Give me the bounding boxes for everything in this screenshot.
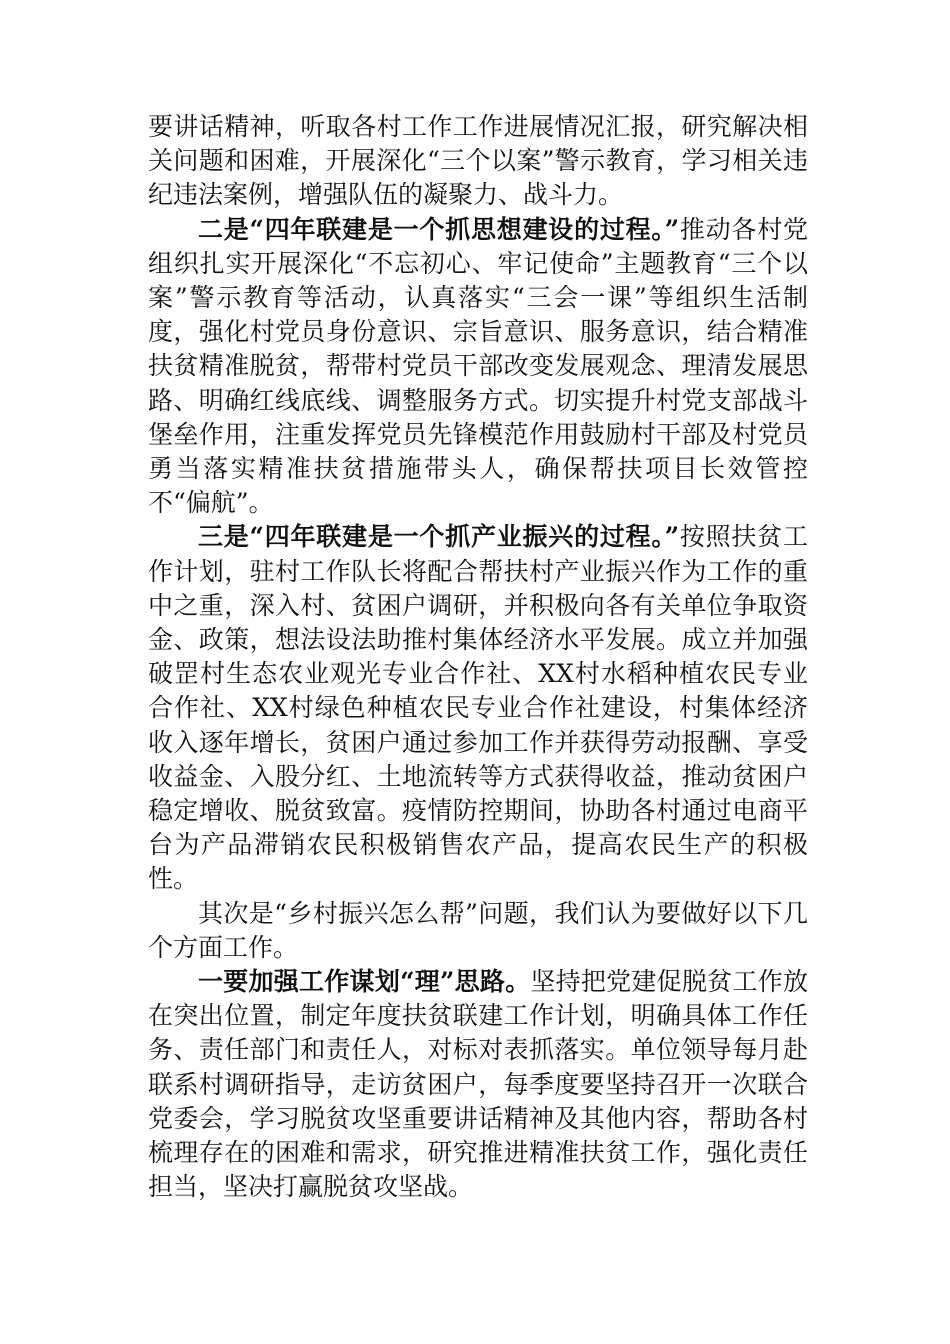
paragraph-how-to-help — [148, 897, 808, 965]
document-page — [148, 110, 808, 1205]
paragraph-body: 推动各村党组织扎实开展深化“不忘初心、牢记使命”主题教育“三个以案”警示教育等活动，认真落实“三会一课”等组织生活制度，强化村党员身份意识、宗旨意识、服务意识，结合精准扶贫精准脱贫，帮带村党员干部改变发展观念、理清发展思路、明确红线底线、调整服务方式。切实提升村党支部战斗堡垒作用，注重发挥党员先锋模范作用鼓励村干部及村党员勇当落实精准扶贫措施带头人，确保帮扶项目长效管控不“偏航”。 — [148, 214, 808, 518]
paragraph-heading: 三是“四年联建是一个抓产业振兴的过程。” — [198, 522, 680, 552]
paragraph-heading: 二是“四年联建是一个抓思想建设的过程。” — [198, 214, 680, 244]
paragraph-body: 要讲话精神，听取各村工作工作进展情况汇报，研究解决相关问题和困难，开展深化“三个以案”警示教育，学习相关违纪违法案例，增强队伍的凝聚力、战斗力。 — [148, 112, 808, 210]
paragraph-continuation — [148, 110, 808, 213]
paragraph-work-planning — [148, 965, 808, 1204]
paragraph-body: 按照扶贫工作计划，驻村工作队长将配合帮扶村产业振兴作为工作的重中之重，深入村、贫困户调研，并积极向各有关单位争取资金、政策，想法设法助推村集体经济水平发展。成立并加强破罡村生态农业观光专业合作社、XX村水稻种植农民专业合作社、XX村绿色种植农民专业合作社建设，村集体经济收入逐年增长，贫困户通过参加工作并获得劳动报酬、享受收益金、入股分红、土地流转等方式获得收益，推动贫困户稳定增收、脱贫致富。疫情防控期间，协助各村通过电商平台为产品滞销农民积极销售农产品，提高农民生产的积极性。 — [148, 522, 808, 894]
paragraph-body: 坚持把党建促脱贫工作放在突出位置，制定年度扶贫联建工作计划，明确具体工作任务、责任部门和责任人，对标对表抓落实。单位领导每月赴联系村调研指导，走访贫困户，每季度要坚持召开一次联合党委会，学习脱贫攻坚重要讲话精神及其他内容，帮助各村梳理存在的困难和需求，研究推进精准扶贫工作，强化责任担当，坚决打赢脱贫攻坚战。 — [148, 967, 808, 1202]
paragraph-body: 其次是“乡村振兴怎么帮”问题，我们认为要做好以下几个方面工作。 — [148, 898, 808, 962]
paragraph-heading: 一要加强工作谋划“理”思路。 — [198, 967, 531, 997]
paragraph-ideology-building — [148, 213, 808, 521]
paragraph-industry-revitalization — [148, 520, 808, 896]
